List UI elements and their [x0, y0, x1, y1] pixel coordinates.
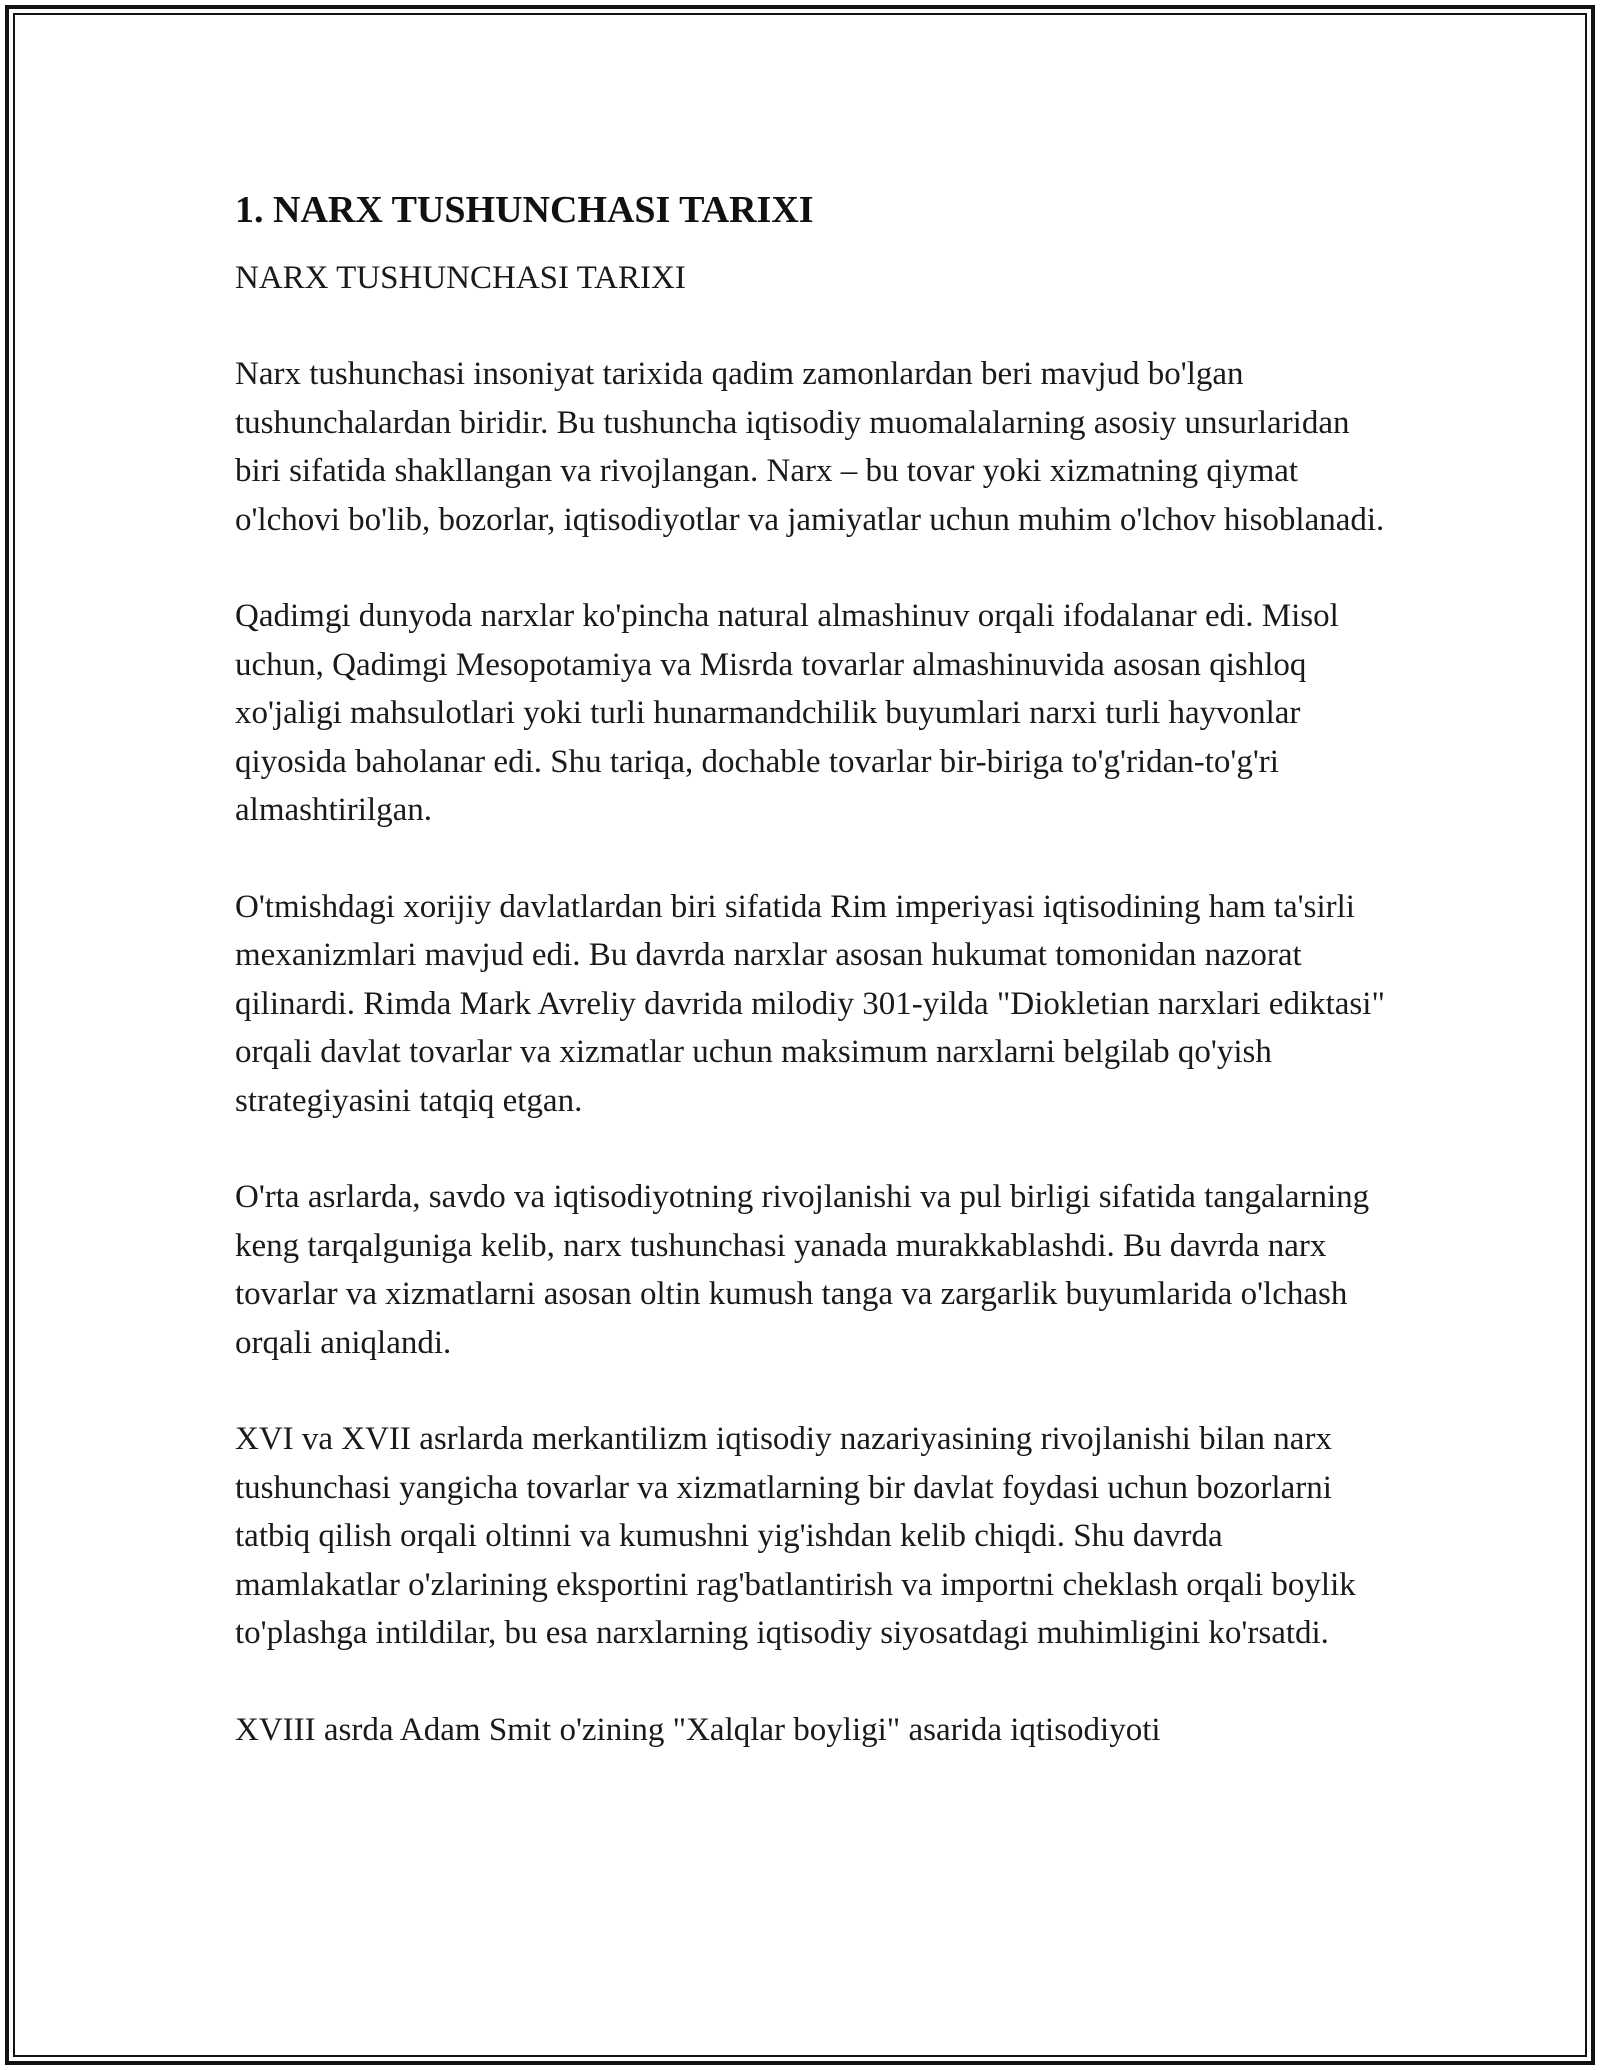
section-subheading: NARX TUSHUNCHASI TARIXI	[235, 260, 686, 296]
document-body	[235, 186, 1385, 1754]
paragraph-6: XVIII asrda Adam Smit o'zining "Xalqlar boyligi" asarida iqtisodiyoti	[235, 1711, 1161, 1748]
section-heading: 1. NARX TUSHUNCHASI TARIXI	[235, 189, 814, 231]
paragraph-3: O'tmishdagi xorijiy davlatlardan biri sifatida Rim imperiyasi iqtisodining ham ta'sirli mexanizmlari mavjud edi. Bu davrda narxlar asosan hukumat tomonidan nazorat qilinardi. Rimda Mark Avreliy davrida milodiy 301-yilda "Diokletian narxlari ediktasi" orqali davlat tovarlar va xizmatlar uchun maksimum narxlarni belgilab qo'yish strategiyasini tatqiq etgan.	[235, 888, 1385, 1119]
paragraph-4: O'rta asrlarda, savdo va iqtisodiyotning rivojlanishi va pul birligi sifatida tangalarning keng tarqalguniga kelib, narx tushunchasi yanada murakkablashdi. Bu davrda narx tovarlar va xizmatlarni asosan oltin kumush tanga va zargarlik buyumlarida o'lchash orqali aniqlandi.	[235, 1179, 1370, 1361]
paragraph-1: Narx tushunchasi insoniyat tarixida qadim zamonlardan beri mavjud bo'lgan tushunchalardan biridir. Bu tushuncha iqtisodiy muomalalarning asosiy unsurlaridan biri sifatida shakllangan va rivojlangan. Narx – bu tovar yoki xizmatning qiymat o'lchovi bo'lib, bozorlar, iqtisodiyotlar va jamiyatlar uchun muhim o'lchov hisoblanadi.	[235, 356, 1385, 538]
paragraph-2: Qadimgi dunyoda narxlar ko'pincha natural almashinuv orqali ifodalanar edi. Misol uchun, Qadimgi Mesopotamiya va Misrda tovarlar almashinuvida asosan qishloq xo'jaligi mahsulotlari yoki turli hunarmandchilik buyumlari narxi turli hayvonlar qiyosida baholanar edi. Shu tariqa, dochable tovarlar bir-biriga to'g'ridan-to'g'ri almashtirilgan.	[235, 598, 1339, 828]
paragraph-5: XVI va XVII asrlarda merkantilizm iqtisodiy nazariyasining rivojlanishi bilan narx tushunchasi yangicha tovarlar va xizmatlarning bir davlat foydasi uchun bozorlarni tatbiq qilish orqali oltinni va kumushni yig'ishdan kelib chiqdi. Shu davrda mamlakatlar o'zlarining eksportini rag'batlantirish va importni cheklash orqali boylik to'plashga intildilar, bu esa narxlarning iqtisodiy siyosatdagi muhimligini ko'rsatdi.	[235, 1421, 1356, 1651]
